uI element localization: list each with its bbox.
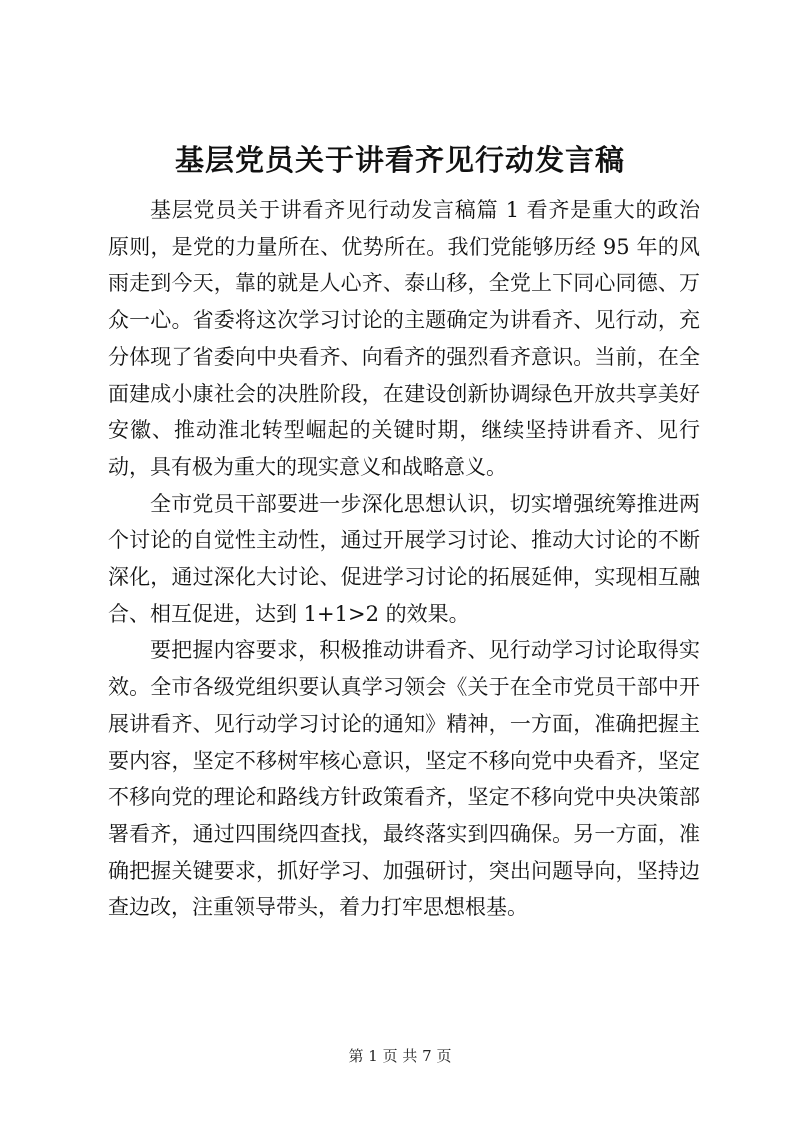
document-title: 基层党员关于讲看齐见行动发言稿 bbox=[174, 143, 625, 177]
document-body bbox=[108, 192, 700, 926]
paragraph-2: 全市党员干部要进一步深化思想认识，切实增强统筹推进两个讨论的自觉性主动性，通过开展学习讨论、推动大讨论的不断深化，通过深化大讨论、促进学习讨论的拓展延伸，实现相互融合、相互促进，达到 1+1>2 的效果。 bbox=[108, 491, 700, 626]
page-footer: 第 1 页 共 7 页 bbox=[348, 1047, 452, 1065]
paragraph-1: 基层党员关于讲看齐见行动发言稿篇 1 看齐是重大的政治原则，是党的力量所在、优势所在。我们党能够历经 95 年的风雨走到今天，靠的就是人心齐、泰山移，全党上下同心同德、万众一心。省委将这次学习讨论的主题确定为讲看齐、见行动，充分体现了省委向中央看齐、向看齐的强烈看齐意识。当前，在全面建成小康社会的决胜阶段，在建设创新协调绿色开放共享美好安徽、推动淮北转型崛起的关键时期，继续坚持讲看齐、见行动，具有极为重大的现实意义和战略意义。 bbox=[108, 198, 700, 479]
paragraph-3: 要把握内容要求，积极推动讲看齐、见行动学习讨论取得实效。全市各级党组织要认真学习领会《关于在全市党员干部中开展讲看齐、见行动学习讨论的通知》精神，一方面，准确把握主要内容，坚定不移树牢核心意识，坚定不移向党中央看齐，坚定不移向党的理论和路线方针政策看齐，坚定不移向党中央决策部署看齐，通过四围绕四查找，最终落实到四确保。另一方面，准确把握关键要求，抓好学习、加强研讨，突出问题导向，坚持边查边改，注重领导带头，着力打牢思想根基。 bbox=[108, 638, 700, 920]
